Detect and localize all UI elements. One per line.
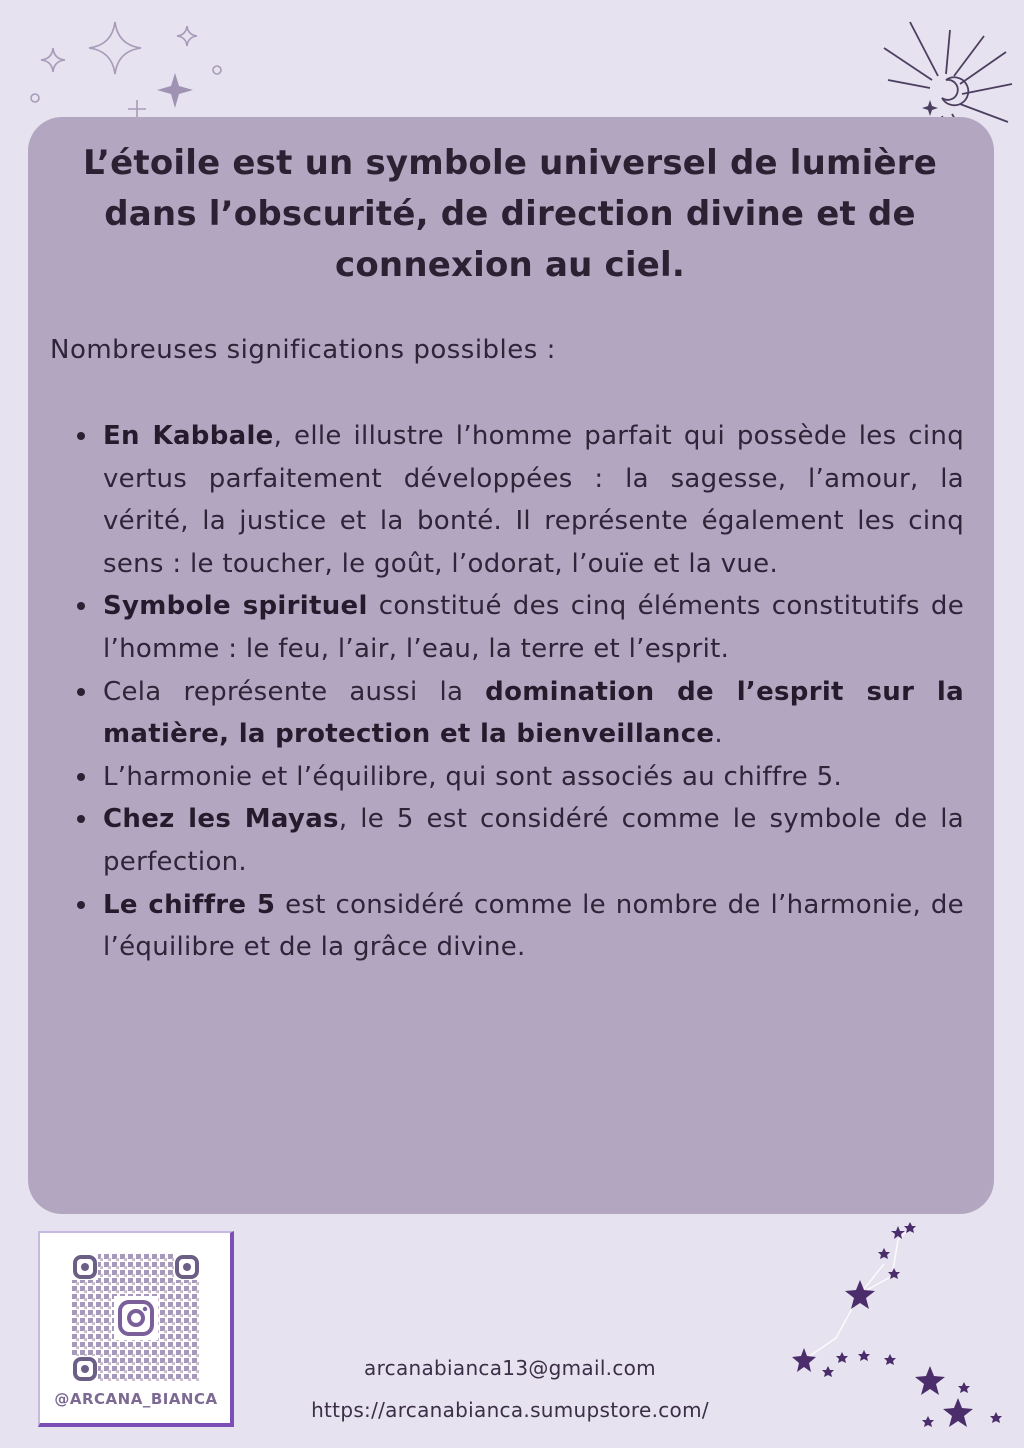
item-text: , le 5 est considéré comme le symbole de la perfection. [103, 804, 964, 877]
instagram-handle: @ARCANA_BIANCA [54, 1390, 218, 1408]
bold-lead: Symbole spirituel [103, 591, 368, 622]
page-title: L’étoile est un symbole universel de lumière dans l’obscurité, de direction divine et de connexion au ciel. [82, 143, 938, 285]
website-link[interactable]: https://arcanabianca.sumupstore.com/ [311, 1398, 709, 1422]
item-text: Cela représente aussi la [103, 676, 486, 707]
item-text: constitué des cinq éléments constitutifs de l’homme : le feu, l’air, l’eau, la terre et l’esprit. [103, 591, 964, 664]
meanings-list [60, 415, 964, 969]
list-item [60, 415, 964, 585]
qr-code[interactable] [72, 1254, 200, 1382]
list-item [60, 884, 964, 969]
item-text: L’harmonie et l’équilibre, qui sont associés au chiffre 5. [103, 761, 843, 792]
list-item [60, 671, 964, 756]
list-item [60, 798, 964, 883]
constellation-decoration [780, 1220, 1020, 1445]
intro-text: Nombreuses significations possibles : [50, 335, 556, 365]
bold-lead: Chez les Mayas [103, 804, 339, 835]
item-text: , elle illustre l’homme parfait qui possède les cinq vertus parfaitement développées : la sagesse, l’amour, la vérité, la justice et la bonté. Il représente également les cinq sens : le toucher, le goût, l’odorat, l’ouïe et la vue. [103, 421, 964, 579]
email-link[interactable]: arcanabianca13@gmail.com [364, 1356, 656, 1380]
bold-lead: En Kabbale [103, 421, 274, 451]
item-text: . [714, 719, 723, 750]
bold-mid: domination de l’esprit sur la matière, la protection et la bienveillance [103, 676, 964, 750]
list-item [60, 585, 964, 670]
item-text: est considéré comme le nombre de l’harmonie, de l’équilibre et de la grâce divine. [103, 889, 964, 963]
list-item [60, 756, 964, 799]
bold-lead: Le chiffre 5 [103, 889, 276, 920]
